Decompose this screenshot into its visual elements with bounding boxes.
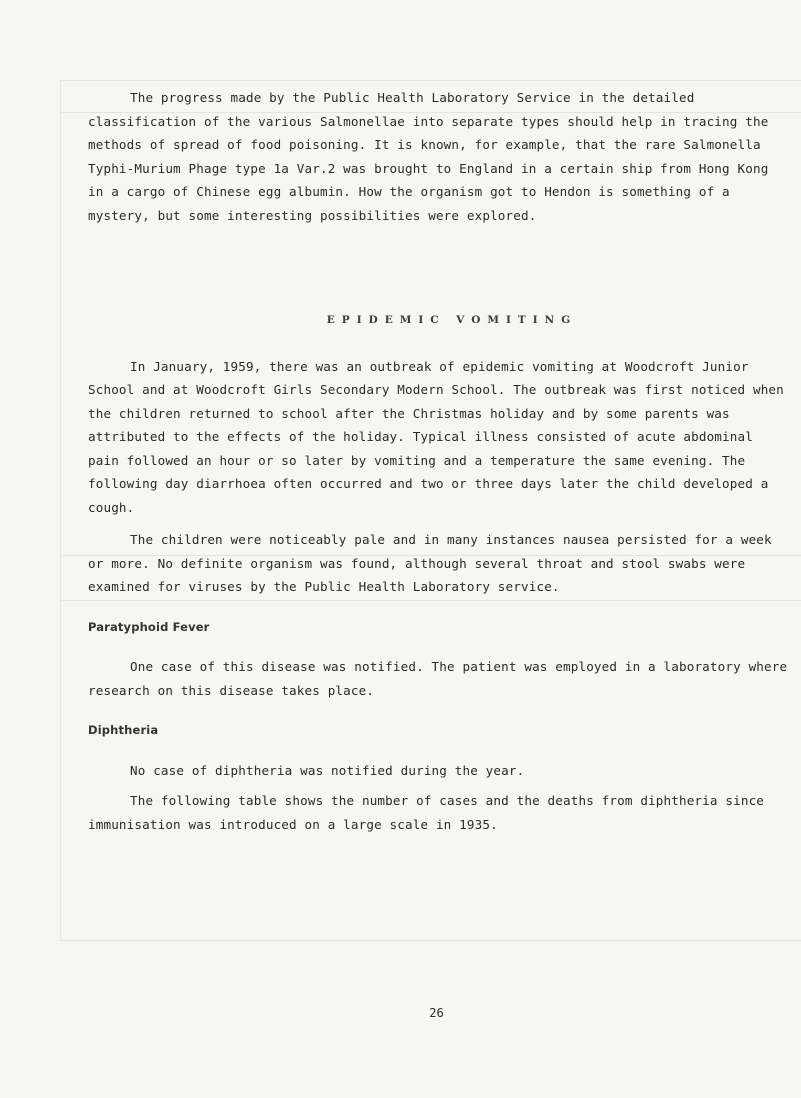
- diphtheria-paragraph-1: No case of diphtheria was notified during the year.: [130, 762, 525, 778]
- epidemic-paragraph-1: In January, 1959, there was an outbreak of epidemic vomiting at Woodcroft Junior School and at Woodcroft Girls Secondary Modern School. The outbreak was first noticed when the children returned to school after the Christmas holiday and by some parents was attributed to the effects of the holiday. Typical illness consisted of acute abdominal pain followed an hour or so later by vomiting and a temperature the same evening. The following day diarrhoea often occurred and two or three days later the child developed a cough.: [88, 358, 784, 515]
- show-through-rule: [60, 80, 801, 81]
- paratyphoid-paragraph: One case of this disease was notified. The patient was employed in a laboratory where research on this disease takes place.: [88, 659, 788, 698]
- section-heading-diphtheria: Diphtheria: [88, 723, 159, 737]
- diphtheria-paragraph-2: The following table shows the number of cases and the deaths from diphtheria since immunisation was introduced on a large scale in 1935.: [88, 793, 765, 832]
- page-number: 26: [429, 1006, 444, 1020]
- intro-paragraph: The progress made by the Public Health Laboratory Service in the detailed classification of the various Salmonellae into separate types should help in tracing the methods of spread of food poisoning. It is known, for example, that the rare Salmonella Typhi-Murium Phage type 1a Var.2 was brought to England in a certain ship from Hong Kong in a cargo of Chinese egg albumin. How the organism got to Hendon is something of a mystery, but some interesting possibilities were explored.: [88, 90, 769, 223]
- epidemic-paragraph-2: The children were noticeably pale and in many instances nausea persisted for a week or more. No definite organism was found, although several throat and stool swabs were examined for viruses by the Public Health Laboratory service.: [88, 532, 772, 594]
- section-heading-paratyphoid: Paratyphoid Fever: [88, 619, 210, 634]
- section-heading-epidemic-vomiting: EPIDEMIC VOMITING: [326, 314, 578, 326]
- document-body: [88, 86, 788, 836]
- show-through-rule: [60, 80, 61, 940]
- show-through-rule: [60, 940, 801, 941]
